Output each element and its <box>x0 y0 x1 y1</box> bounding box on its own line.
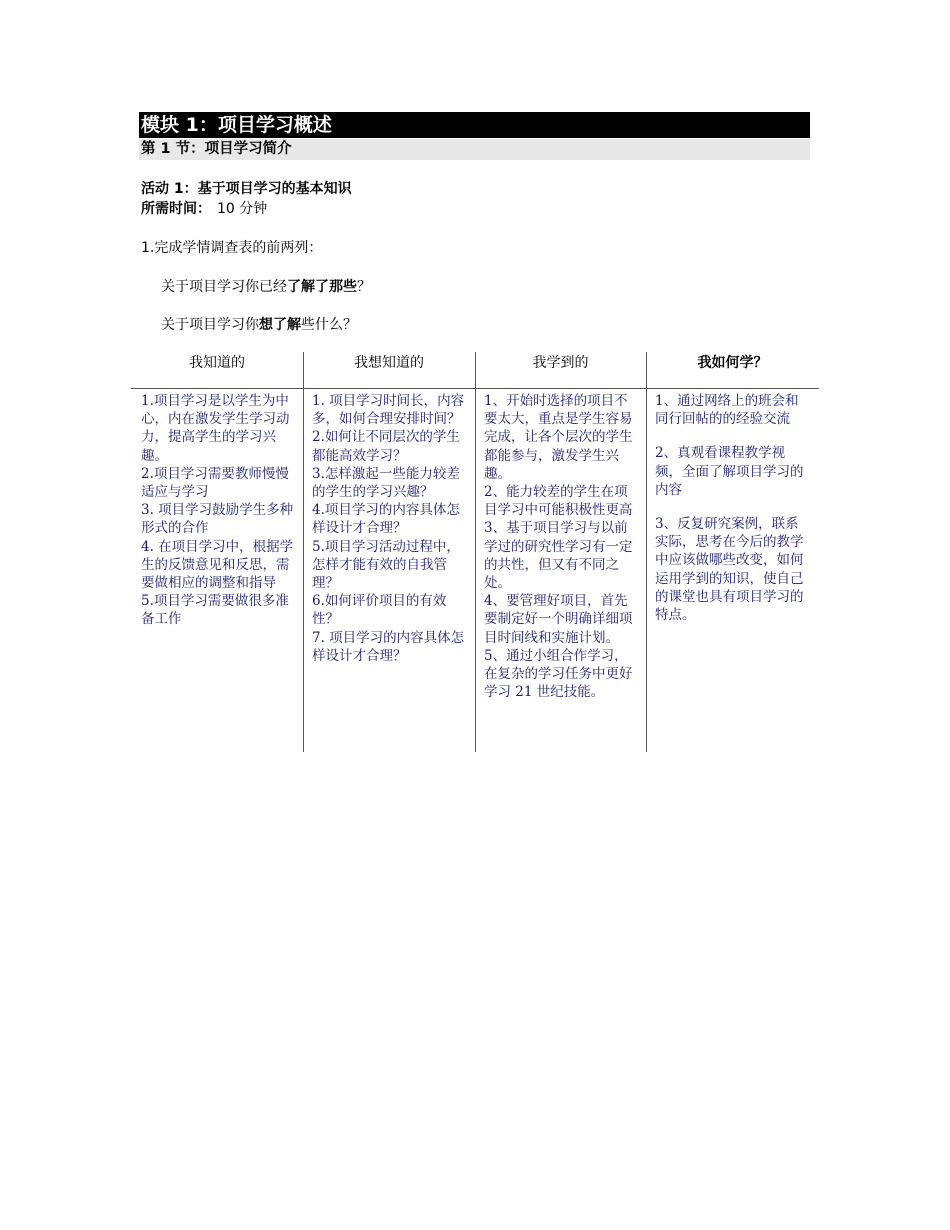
list-item: 2.项目学习需要教师慢慢适应与学习 <box>141 465 289 501</box>
header-divider <box>131 388 819 389</box>
question-known <box>161 277 371 297</box>
header-want-to-know: 我想知道的 <box>354 355 424 371</box>
time-label: 所需时间： <box>141 201 211 217</box>
list-item: 3. 项目学习鼓励学生多种形式的合作 <box>141 502 294 537</box>
header-know: 我知道的 <box>189 355 245 371</box>
list-item: 1、开始时选择的项目不要太大，重点是学生容易完成，让各个层次的学生都能参与，激发学生兴趣。 <box>484 393 633 482</box>
kwl-table <box>131 352 819 752</box>
list-item: 5、通过小组合作学习，在复杂的学习任务中更好学习 21 世纪技能。 <box>484 647 633 701</box>
list-item: 4.项目学习的内容具体怎样设计才合理？ <box>312 502 460 537</box>
list-item: 1.项目学习是以学生为中心，内在激发学生学习动力，提高学生的学习兴趣。 <box>141 393 290 464</box>
column-divider <box>646 352 647 752</box>
list-item: 3.怎样激起一些能力较差的学生的学习兴趣？ <box>312 465 460 501</box>
question-emphasis: 了解了那些 <box>287 279 357 295</box>
column-want-to-know <box>312 392 470 665</box>
list-item: 2、真观看课程教学视频，全面了解项目学习的内容 <box>655 445 804 498</box>
column-divider <box>475 352 476 752</box>
activity-title: 活动 1：基于项目学习的基本知识 <box>141 181 352 197</box>
question-suffix: 些什么？ <box>301 317 357 333</box>
question-emphasis: 想了解 <box>259 317 301 333</box>
question-suffix: ？ <box>357 279 371 295</box>
required-time <box>141 199 267 219</box>
list-item: 2.如何让不同层次的学生都能高效学习？ <box>312 429 460 464</box>
step-instruction <box>141 238 322 258</box>
list-item: 7. 项目学习的内容具体怎样设计才合理？ <box>312 629 465 664</box>
list-item: 5.项目学习需要做很多准备工作 <box>141 593 289 628</box>
list-item: 4、要管理好项目，首先要制定好一个明确详细项目时间线和实施计划。 <box>484 593 633 646</box>
time-value: 10 分钟 <box>217 201 268 217</box>
list-item: 1、通过网络上的班会和同行回帖的的经验交流 <box>655 393 799 428</box>
question-want <box>161 315 357 335</box>
list-item: 6.如何评价项目的有效性？ <box>312 593 447 628</box>
question-prefix: 关于项目学习你已经 <box>161 279 287 295</box>
list-item: 3、反复研究案例，联系实际，思考在今后的教学中应该做哪些改变，如何运用学到的知识，使自己的课堂也具有项目学习的特点。 <box>655 516 804 624</box>
step-text: 完成学情调查表的前两列： <box>154 240 323 256</box>
question-prefix: 关于项目学习你 <box>161 317 259 333</box>
section-title: 第 1 节：项目学习简介 <box>139 139 810 160</box>
header-learned: 我学到的 <box>532 355 589 371</box>
column-learned <box>484 392 640 701</box>
module-title: 模块 1：项目学习概述 <box>139 112 810 138</box>
column-divider <box>303 352 304 752</box>
list-item: 4. 在项目学习中，根据学生的反馈意见和反思，需要做相应的调整和指导 <box>141 538 294 592</box>
header-how-learn: 我如何学？ <box>697 355 768 371</box>
step-number: 1. <box>141 240 155 256</box>
list-item: 3、基于项目学习与以前学过的研究性学习有一定的共性，但又有不同之处。 <box>484 520 633 592</box>
list-item: 2、能力较差的学生在项目学习中可能积极性更高 <box>484 484 633 519</box>
list-item: 5.项目学习活动过程中，怎样才能有效的自我管理？ <box>312 538 460 592</box>
list-item: 1. 项目学习时间长，内容多，如何合理安排时间？ <box>312 393 465 428</box>
column-know <box>141 392 299 629</box>
column-how-learn <box>655 392 811 624</box>
